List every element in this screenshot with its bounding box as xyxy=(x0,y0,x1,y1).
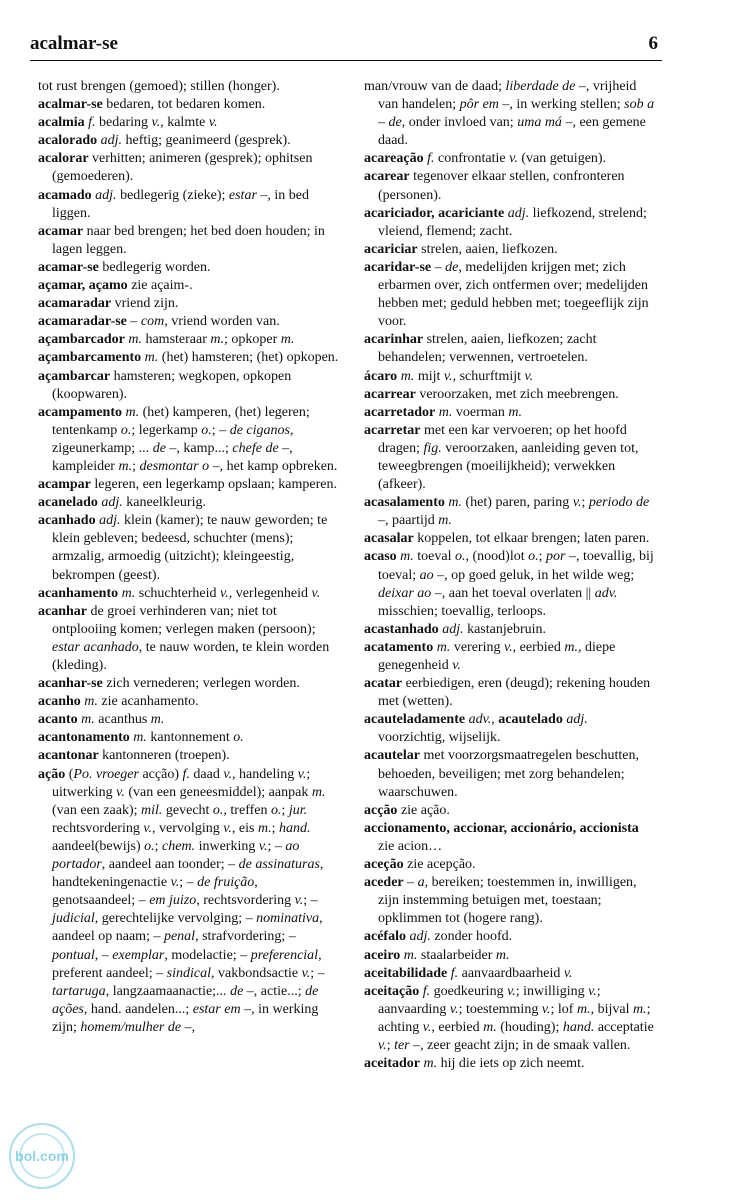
dictionary-entry: acaso m. toeval o., (nood)lot o.; por –, toevallig, bij toeval; ao –, op goed geluk, in het wilde weg; deixar ao –, aan het toeval overlaten || adv. misschien; toevallig, terloops. xyxy=(364,549,654,619)
dictionary-entry: acantonar kantonneren (troepen). xyxy=(38,748,230,764)
dictionary-entry: aceção zie acepção. xyxy=(364,857,476,873)
dictionary-entry: ácaro m. mijt v., schurftmijt v. xyxy=(364,368,534,384)
dictionary-entry: aceiro m. staalarbeider m. xyxy=(364,947,510,963)
dictionary-entry: acantonamento m. kantonnement o. xyxy=(38,730,244,746)
left-column xyxy=(38,78,340,1037)
dictionary-entry: acasalar koppelen, tot elkaar brengen; laten paren. xyxy=(364,531,650,547)
dictionary-entry: acarear tegenover elkaar stellen, confronteren (personen). xyxy=(364,169,625,203)
dictionary-entry: acasalamento m. (het) paren, paring v.; periodo de –, paartijd m. xyxy=(364,495,650,529)
dictionary-entry: acéfalo adj. zonder hoofd. xyxy=(364,929,513,945)
dictionary-entry: aceder – a, bereiken; toestemmen in, inwilligen, zijn instemming betuigen met, toestaan; opklimmen tot (hogere rang). xyxy=(364,875,637,927)
dictionary-entry: açambarcar hamsteren; wegkopen, opkopen (koopwaren). xyxy=(38,368,292,402)
dictionary-entry: acalorado adj. heftig; geanimeerd (gesprek). xyxy=(38,133,291,149)
dictionary-entry: acampamento m. (het) kamperen, (het) legeren; tentenkamp o.; legerkamp o.; – de ciganos, zigeunerkamp; ... de –, kamp...; chefe de –, kampleider m.; desmontar o –, het kamp opbreken. xyxy=(38,404,338,474)
dictionary-entry: acalorar verhitten; animeren (gesprek); ophitsen (gemoederen). xyxy=(38,151,313,185)
dictionary-entry: acalmar-se bedaren, tot bedaren komen. xyxy=(38,97,266,113)
dictionary-entry: acautelar met voorzorgsmaatregelen beschutten, behoeden, beveiligen; met zorg behandelen; waarschuwen. xyxy=(364,748,639,800)
dictionary-entry: accionamento, accionar, accionário, accionista zie acion… xyxy=(364,820,639,854)
dictionary-entry: acamado adj. bedlegerig (zieke); estar –, in bed liggen. xyxy=(38,187,309,221)
dictionary-entry: acariciador, acariciante adj. liefkozend, strelend; vleiend, flemend; zacht. xyxy=(364,205,647,239)
dictionary-entry: açamar, açamo zie açaim-. xyxy=(38,278,193,294)
dictionary-entry: acatar eerbiedigen, eren (deugd); rekening houden met (wetten). xyxy=(364,676,651,710)
dictionary-entry: acanhamento m. schuchterheid v., verlegenheid v. xyxy=(38,585,321,601)
dictionary-entry: acalmia f. bedaring v., kalmte v. xyxy=(38,115,218,131)
dictionary-entry: acarrear veroorzaken, met zich meebrengen. xyxy=(364,386,619,402)
dictionary-entry: man/vrouw van de daad; liberdade de –, vrijheid van handelen; pôr em –, in werking stellen; sob a – de, onder invloed van; uma má –, een gemene daad. xyxy=(364,79,655,149)
dictionary-entry: aceitador m. hij die iets op zich neemt. xyxy=(364,1056,585,1072)
right-column xyxy=(364,78,658,1073)
dictionary-entry: acanho m. zie acanhamento. xyxy=(38,694,199,710)
dictionary-entry: acanhar-se zich vernederen; verlegen worden. xyxy=(38,676,300,692)
dictionary-entry: acamar naar bed brengen; het bed doen houden; in lagen leggen. xyxy=(38,223,325,257)
dictionary-entry: acanelado adj. kaneelkleurig. xyxy=(38,495,206,511)
dictionary-entry: acariciar strelen, aaien, liefkozen. xyxy=(364,241,558,257)
dictionary-entry: acatamento m. verering v., eerbied m., diepe genegenheid v. xyxy=(364,639,616,673)
dictionary-entry: acarinhar strelen, aaien, liefkozen; zacht behandelen; verwennen, vertroetelen. xyxy=(364,332,597,366)
dictionary-entry: acauteladamente adv., acautelado adj. voorzichtig, wijselijk. xyxy=(364,712,588,746)
dictionary-entry: tot rust brengen (gemoed); stillen (honger). xyxy=(38,79,280,94)
dictionary-entry: acamar-se bedlegerig worden. xyxy=(38,259,211,275)
bol-watermark-logo xyxy=(2,1114,86,1198)
dictionary-entry: acção zie ação. xyxy=(364,802,450,818)
dictionary-entry: acampar legeren, een legerkamp opslaan; kamperen. xyxy=(38,477,337,493)
dictionary-entry: açambarcamento m. (het) hamsteren; (het) opkopen. xyxy=(38,350,339,366)
dictionary-entry: aceitação f. goedkeuring v.; inwilliging v.; aanvaarding v.; toestemming v.; lof m., bijval m.; achting v., eerbied m. (houding); hand. acceptatie v.; ter –, zeer geacht zijn; in de smaak vallen. xyxy=(364,983,654,1053)
dictionary-entry: acastanhado adj. kastanjebruin. xyxy=(364,621,546,637)
dictionary-entry: acarretador m. voerman m. xyxy=(364,404,522,420)
dictionary-entry: acanto m. acanthus m. xyxy=(38,712,165,728)
dictionary-entry: acanhado adj. klein (kamer); te nauw geworden; te klein gebleven; bedeesd, schuchter (mens); armzalig, armoedig (uitzicht); kleingeestig, bekrompen (geest). xyxy=(38,513,328,583)
svg-text:bol.com: bol.com xyxy=(15,1148,69,1164)
dictionary-entry: ação (Po. vroeger acção) f. daad v., handeling v.; uitwerking v. (van een geneesmiddel); aanpak m. (van een zaak); mil. gevecht o., treffen o.; jur. rechtsvordering v., vervolging v., eis m.; hand. aandeel(bewijs) o.; chem. inwerking v.; – ao portador, aandeel aan toonder; – de assinaturas, handtekeningenactie v.; – de fruição, genotsaandeel; – em juizo, rechtsvordering v.; – judicial, gerechtelijke vervolging; – nominativa, aandeel op naam; – penal, strafvordering; – pontual, – exemplar, modelactie; – preferencial, preferent aandeel; – sindical, vakbondsactie v.; – tartaruga, langzaamaanactie;... de –, actie...; de ações, hand. aandelen...; estar em –, in werking zijn; homem/mulher de –, xyxy=(38,766,326,1035)
page-number: 6 xyxy=(648,33,658,54)
dictionary-entry: acamaradar vriend zijn. xyxy=(38,296,179,312)
dictionary-entry: acaridar-se – de, medelijden krijgen met; zich erbarmen over, zich ontfermen over; medelijden hebben met; geduld hebben met; toegeeflijk zijn voor. xyxy=(364,259,649,330)
header-guide-word: acalmar-se xyxy=(30,33,118,54)
dictionary-entry: acareação f. confrontatie v. (van getuigen). xyxy=(364,151,607,167)
dictionary-entry: acamaradar-se – com, vriend worden van. xyxy=(38,314,280,330)
dictionary-entry: aceitabilidade f. aanvaardbaarheid v. xyxy=(364,965,573,981)
page-header xyxy=(30,33,660,57)
dictionary-entry: acanhar de groei verhinderen van; niet tot ontplooiing komen; verlegen maken (persoon); estar acanhado, te nauw worden, te klein worden (kleding). xyxy=(38,603,330,673)
dictionary-entry: açambarcador m. hamsteraar m.; opkoper m. xyxy=(38,332,295,348)
header-rule xyxy=(30,60,662,61)
dictionary-entry: acarretar met een kar vervoeren; op het hoofd dragen; fig. veroorzaken, aanleiding geven tot, teweegbrengen (moeilijkheid); verwekken (afkeer). xyxy=(364,422,639,493)
